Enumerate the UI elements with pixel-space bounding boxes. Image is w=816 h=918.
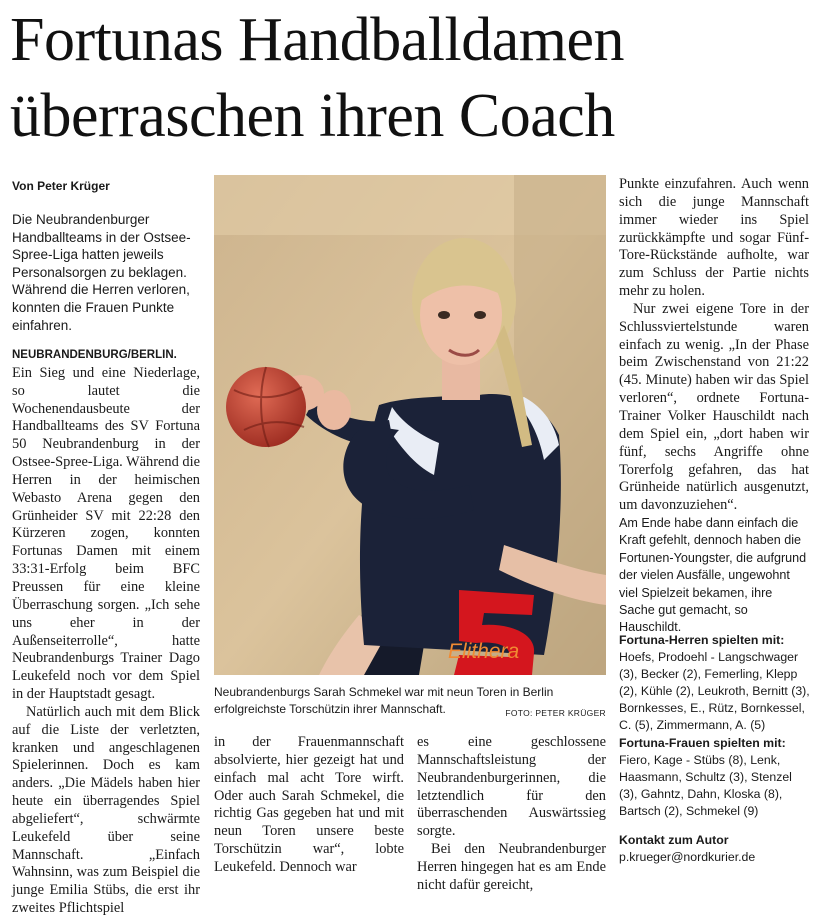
lineup-box bbox=[619, 632, 811, 820]
headline bbox=[10, 2, 810, 154]
paragraph-text: Ein Sieg und eine Niederlage, so lautet die Wochenendausbeute der Handballteams des SV Fortuna 50 Neubrandenburg in der Ostsee-Spree-Liga. Während die Herren in der heimischen Webasto Arena gegen den Grünheider SV mit 22:28 den Kürzeren zogen, konnten Fortunas Damen mit einem 33:31-Erfolg beim BFC Preussen für eine kleine Überraschung sorgen. „Ich sehe uns eher in der Außenseiterrolle“, hatte Neubrandenburgs Trainer Dago Leukefeld noch vor dem Spiel in der Hauptstadt gesagt. bbox=[12, 364, 200, 703]
caption-text: Neubrandenburgs Sarah Schmekel war mit neun Toren in Berlin erfolgreichste Torschützin ihrer Mannschaft. bbox=[214, 685, 554, 716]
article-column-3 bbox=[417, 734, 606, 895]
handball-player-photo bbox=[214, 175, 606, 675]
paragraph: Am Ende habe dann einfach die Kraft gefehlt, dennoch haben die Fortunen-Youngster, die aufgrund der vielen Ausfälle, ungewohnt viel Spielzeit bekamen, ihre Sache gut gemacht, so Hauschildt. bbox=[619, 516, 807, 635]
article-photo bbox=[214, 175, 606, 675]
sponsor-logo: Elithera bbox=[448, 640, 520, 663]
frauen-lineup-heading: Fortuna-Frauen spielten mit: bbox=[619, 735, 786, 750]
herren-lineup-heading: Fortuna-Herren spielten mit: bbox=[619, 633, 785, 647]
lede: Die Neubrandenburger Handballteams in der Ostsee-Spree-Liga hatten jeweils Personalsorgen zu beklagen. Während die Herren verloren, konnten die Frauen Punkte einfahren. bbox=[12, 212, 191, 333]
article-column-4 bbox=[619, 176, 809, 637]
paragraph: Natürlich auch mit dem Blick auf die Liste der verletzten, kranken und angeschlagenen Spielerinnen. Doch es kam anders. „Die Mädels haben hier heute ein überragendes Spiel abgeliefert“, schwärmte Leukefeld über seine Mannschaft. „Einfach Wahnsinn, was zum Beispiel die junge Emilia Stübs, die erst ihr zweites Pflichtspiel bbox=[12, 703, 200, 917]
headline-line-1: Fortunas Handballdamen bbox=[10, 6, 625, 74]
handball bbox=[226, 367, 306, 447]
paragraph: Punkte einzufahren. Auch wenn sich die junge Mannschaft immer wieder ins Spiel zurückkämpfte und sogar Fünf-Tore-Rückstände aufholte, war zum Schluss der Partie nichts mehr zu holen. bbox=[619, 176, 809, 300]
dateline: NEUBRANDENBURG/BERLIN. bbox=[12, 349, 177, 361]
byline: Von Peter Krüger bbox=[12, 179, 110, 193]
paragraph bbox=[12, 346, 200, 704]
headline-line-2: überraschen ihren Coach bbox=[10, 82, 615, 150]
article-column-1 bbox=[12, 346, 200, 918]
contact-email[interactable]: p.krueger@nordkurier.de bbox=[619, 850, 756, 864]
paragraph: in der Frauenmannschaft absolvierte, hier gezeigt hat und einfach mal acht Tore wirft. Oder auch Sarah Schmekel, die richtig Gas gegeben hat und mit neun Toren unsere beste Torschützin war“, lobte Leukefeld. Dennoch war bbox=[214, 734, 404, 875]
paragraph: Nur zwei eigene Tore in der Schlussviertelstunde waren einfach zu wenig. „In der Phase beim Zwischenstand von 21:22 (45. Minute) haben wir das Spiel verloren“, ordnete Fortuna-Trainer Volker Hauschildt nach dem Spiel ein, „dort haben wir fünf, sechs Angriffe ohne Torerfolg gefahren, das hat Grünheide natürlich ausgenutzt, um davonzuziehen“. bbox=[619, 300, 809, 514]
photo-caption bbox=[214, 684, 606, 722]
frauen-lineup: Fiero, Kage - Stübs (8), Lenk, Haasmann, Schultz (3), Stenzel (3), Gahntz, Dahn, Kloska (8), Bartsch (2), Schmekel (9) bbox=[619, 752, 792, 818]
herren-lineup: Hoefs, Prodoehl - Langschwager (3), Becker (2), Femerling, Klepp (2), Kühle (2), Leukroth, Bernitt (3), Bornkesses, E., Rütz, Bornkessel, C. (5), Zimmermann, A. (5) bbox=[619, 650, 810, 733]
photo-credit: FOTO: PETER KRÜGER bbox=[505, 708, 606, 718]
author-contact bbox=[619, 832, 755, 866]
contact-heading: Kontakt zum Autor bbox=[619, 833, 729, 847]
paragraph: Bei den Neubrandenburger Herren hingegen hat es am Ende nicht dafür gereicht, bbox=[417, 841, 606, 893]
paragraph: es eine geschlossene Mannschaftsleistung der Neubrandenburgerinnen, die letztendlich für den überraschenden Auswärtssieg sorgte. bbox=[417, 734, 606, 840]
article-column-2 bbox=[214, 734, 404, 877]
